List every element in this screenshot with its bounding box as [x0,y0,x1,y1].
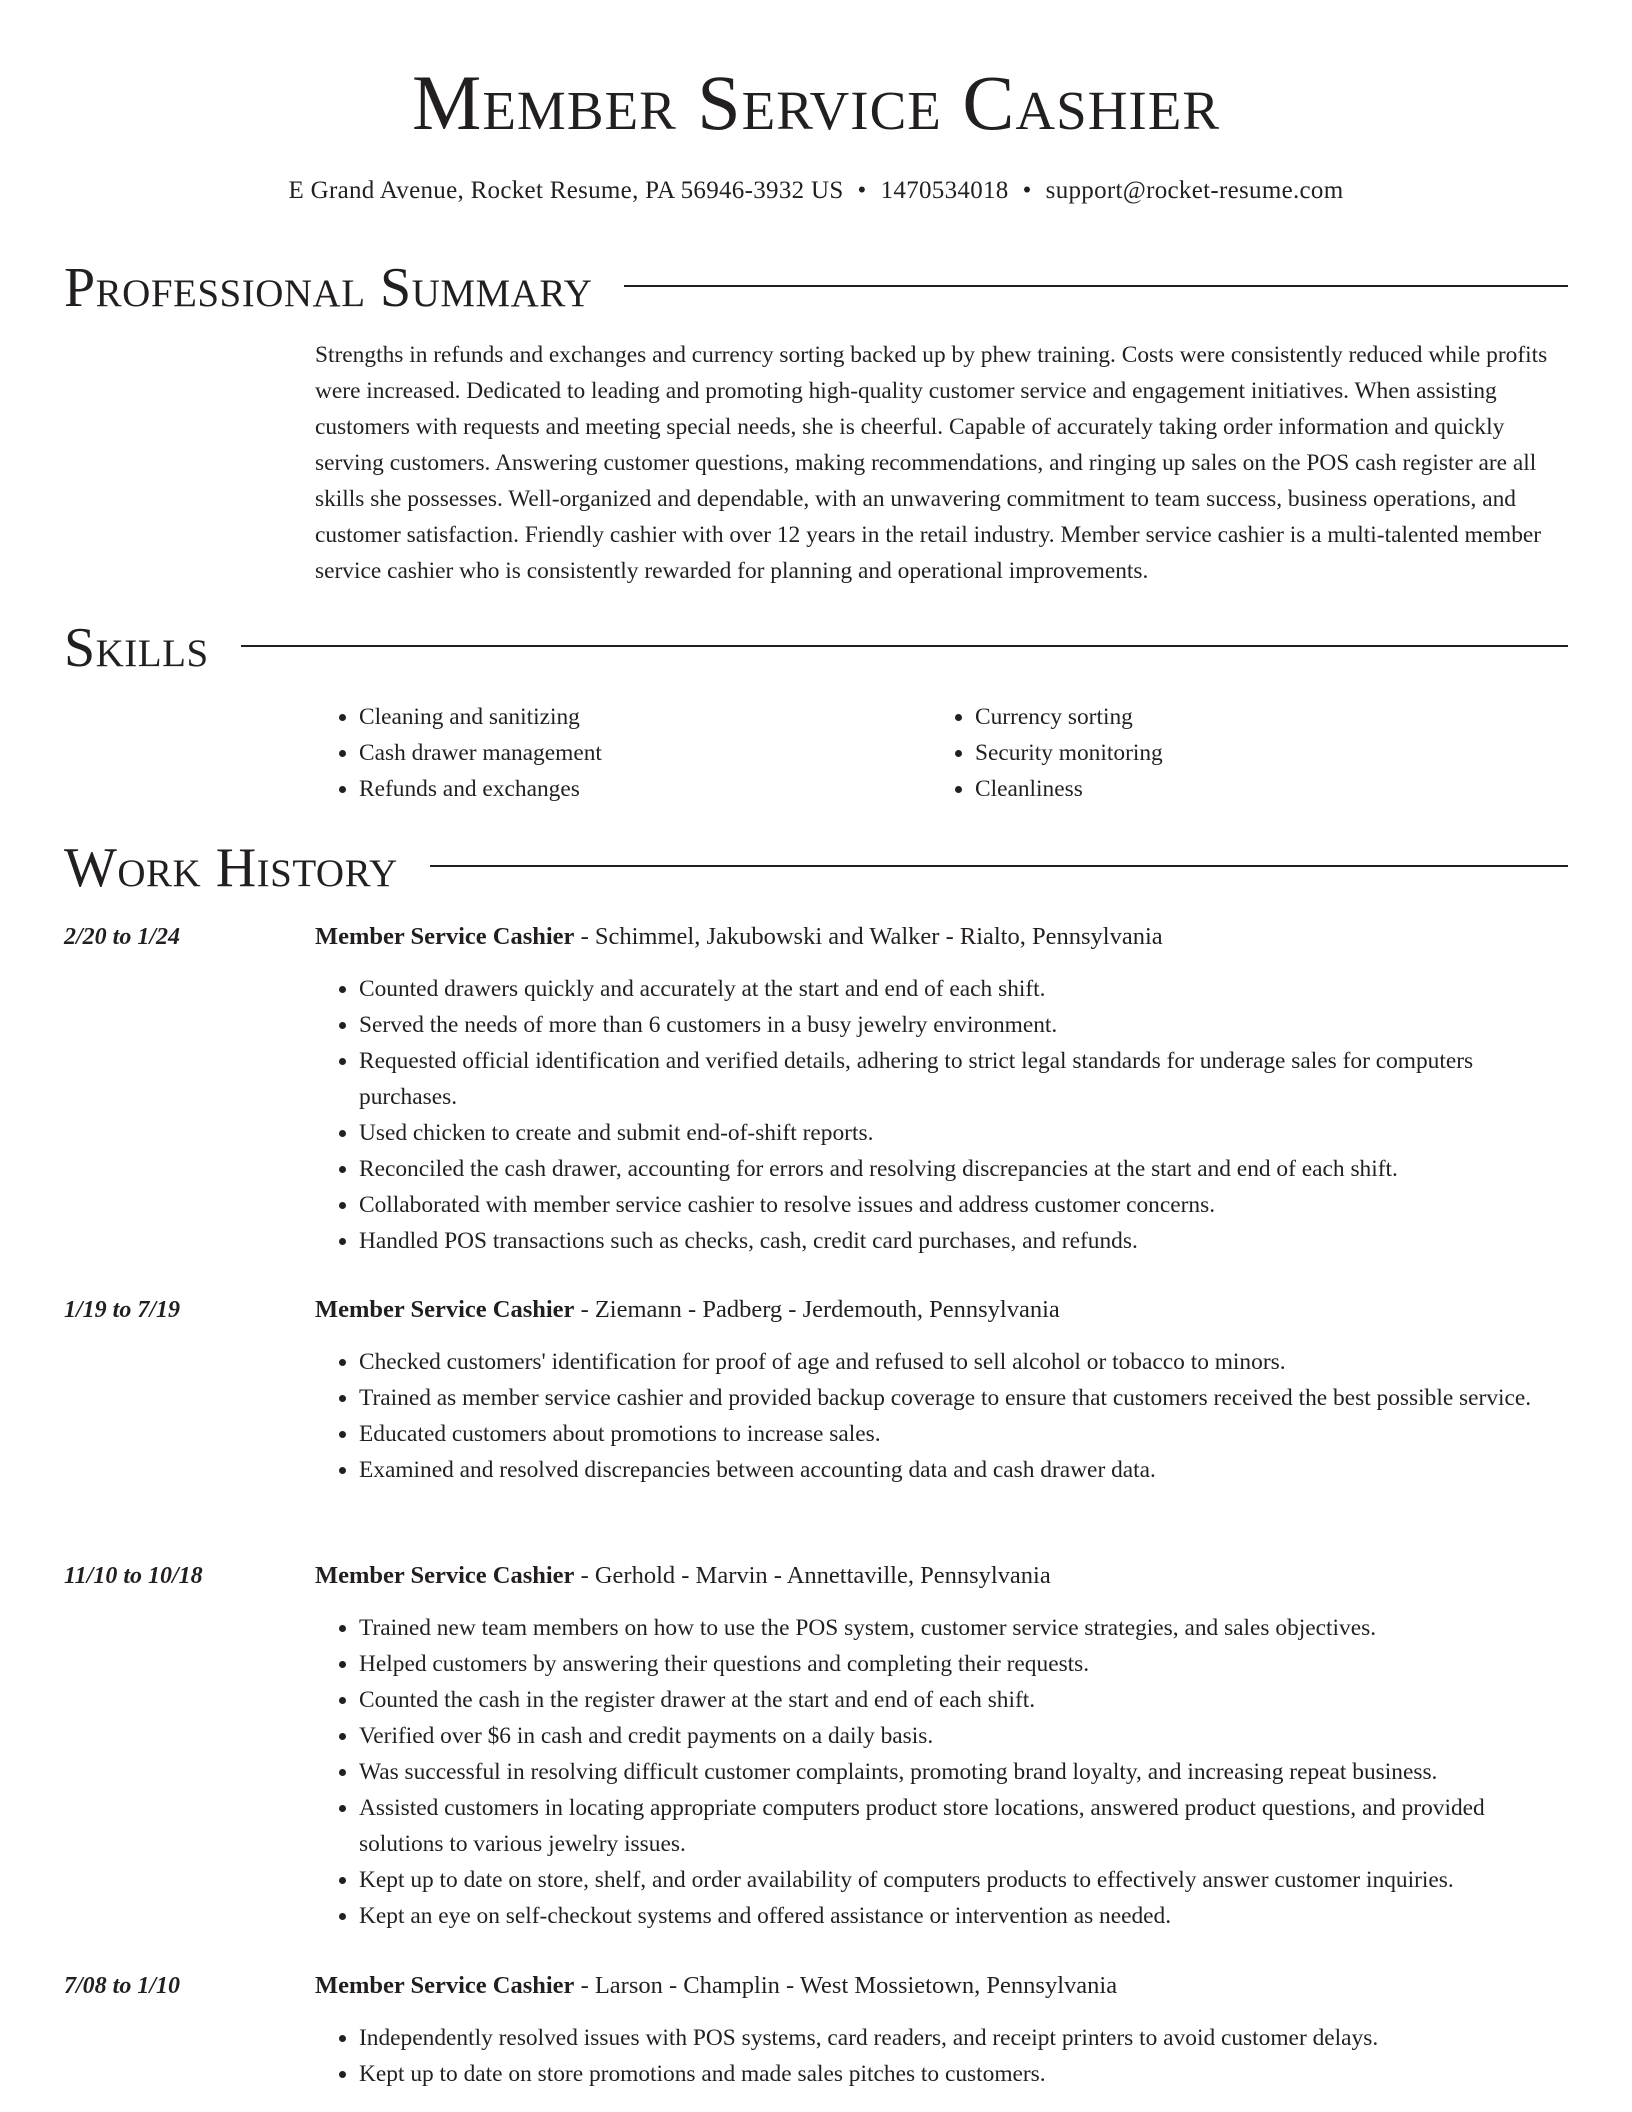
job-title-line [315,1968,1572,2004]
job-bullets [315,1610,1572,1934]
job-bullet: • Requested official identification and verified details, adhering to strict legal standards for underage sales for computers purchases. [359,1043,1572,1115]
job-role: Member Service Cashier [315,923,575,950]
summary-text: Strengths in refunds and exchanges and currency sorting backed up by phew training. Costs were consistently reduced while profits were increased. Dedicated to leading and promoting high-quality customer service and engagement initiatives. When assisting customers with requests and meeting special needs, she is cheerful. Capable of accurately taking order information and quickly serving customers. Answering customer questions, making recommendations, and ringing up sales on the POS cash register are all skills she possesses. Well-organized and dependable, with an unwavering commitment to team success, business operations, and customer satisfaction. Friendly cashier with over 12 years in the retail industry. Member service cashier is a multi-talented member service cashier who is consistently rewarded for planning and operational improvements. [315,342,1548,584]
job-employer: - Larson - Champlin - West Mossietown, Pennsylvania [574,1972,1118,1999]
contact-separator: • [1022,177,1032,204]
contact-line [0,174,1632,208]
section-divider [430,865,1568,867]
contact-phone: 1470534018 [880,177,1009,204]
job-bullet: • Was successful in resolving difficult customer complaints, promoting brand loyalty, and increasing repeat business. [359,1754,1572,1790]
job-employer: - Ziemann - Padberg - Jerdemouth, Pennsylvania [574,1296,1060,1323]
skills-column-right [931,699,1547,807]
job-bullet: • Examined and resolved discrepancies between accounting data and cash drawer data. [359,1452,1572,1488]
skill-item: • Currency sorting [975,699,1547,735]
job-bullet: • Trained as member service cashier and provided backup coverage to ensure that customers received the best possible service. [359,1380,1572,1416]
job-role: Member Service Cashier [315,1562,575,1589]
job-bullet: • Collaborated with member service cashier to resolve issues and address customer concerns. [359,1187,1572,1223]
contact-email[interactable]: support@rocket-resume.com [1045,177,1344,204]
summary-section-title: Professional Summary [64,257,593,319]
section-divider [624,285,1568,287]
job-title-line [315,919,1572,955]
job-bullet: • Assisted customers in locating appropriate computers product store locations, answered product questions, and provided solutions to various jewelry issues. [359,1790,1572,1862]
work-section-title: Work History [64,837,398,899]
skill-item: • Refunds and exchanges [359,771,931,807]
summary-section-header [64,258,1568,318]
job-bullets [315,971,1572,1259]
skills-list [315,699,1572,807]
skill-item: • Security monitoring [975,735,1547,771]
job-dates: 11/10 to 10/18 [64,1563,203,1589]
job-employer: - Gerhold - Marvin - Annettaville, Pennsylvania [574,1562,1051,1589]
job-bullet: • Used chicken to create and submit end-of-shift reports. [359,1115,1572,1151]
job-bullet: • Trained new team members on how to use the POS system, customer service strategies, and sales objectives. [359,1610,1572,1646]
job-bullet: • Kept up to date on store promotions and made sales pitches to customers. [359,2056,1572,2092]
skills-section-header [64,618,1568,678]
skill-item: • Cash drawer management [359,735,931,771]
job-bullet: • Counted drawers quickly and accurately at the start and end of each shift. [359,971,1572,1007]
job-bullet: • Handled POS transactions such as checks, cash, credit card purchases, and refunds. [359,1223,1572,1259]
resume-name: Member Service Cashier [411,59,1221,146]
work-section-header [64,838,1568,898]
job-dates: 7/08 to 1/10 [64,1973,181,1999]
job-bullet: • Reconciled the cash drawer, accounting for errors and resolving discrepancies at the start and end of each shift. [359,1151,1572,1187]
job-role: Member Service Cashier [315,1972,575,1999]
job-bullet: • Verified over $6 in cash and credit payments on a daily basis. [359,1718,1572,1754]
job-bullets [315,1344,1572,1488]
job-bullets [315,2020,1572,2092]
job-bullet: • Checked customers' identification for proof of age and refused to sell alcohol or tobacco to minors. [359,1344,1572,1380]
contact-separator: • [857,177,867,204]
job-bullet: • Educated customers about promotions to increase sales. [359,1416,1572,1452]
job-dates: 1/19 to 7/19 [64,1297,181,1323]
job-bullet: • Counted the cash in the register drawer at the start and end of each shift. [359,1682,1572,1718]
job-bullet: • Helped customers by answering their questions and completing their requests. [359,1646,1572,1682]
job-bullet: • Kept up to date on store, shelf, and order availability of computers products to effectively answer customer inquiries. [359,1862,1572,1898]
contact-address: E Grand Avenue, Rocket Resume, PA 56946-3932 US [288,177,844,204]
job-title-line [315,1558,1572,1594]
skill-item: • Cleanliness [975,771,1547,807]
job-title-line [315,1292,1572,1328]
job-bullet: • Independently resolved issues with POS systems, card readers, and receipt printers to avoid customer delays. [359,2020,1572,2056]
job-role: Member Service Cashier [315,1296,575,1323]
skill-item: • Cleaning and sanitizing [359,699,931,735]
job-bullet: • Kept an eye on self-checkout systems and offered assistance or intervention as needed. [359,1898,1572,1934]
job-bullet: • Served the needs of more than 6 customers in a busy jewelry environment. [359,1007,1572,1043]
skills-section-title: Skills [64,617,209,679]
job-employer: - Schimmel, Jakubowski and Walker - Rialto, Pennsylvania [574,923,1163,950]
job-dates: 2/20 to 1/24 [64,924,181,950]
skills-column-left [315,699,931,807]
section-divider [241,645,1568,647]
